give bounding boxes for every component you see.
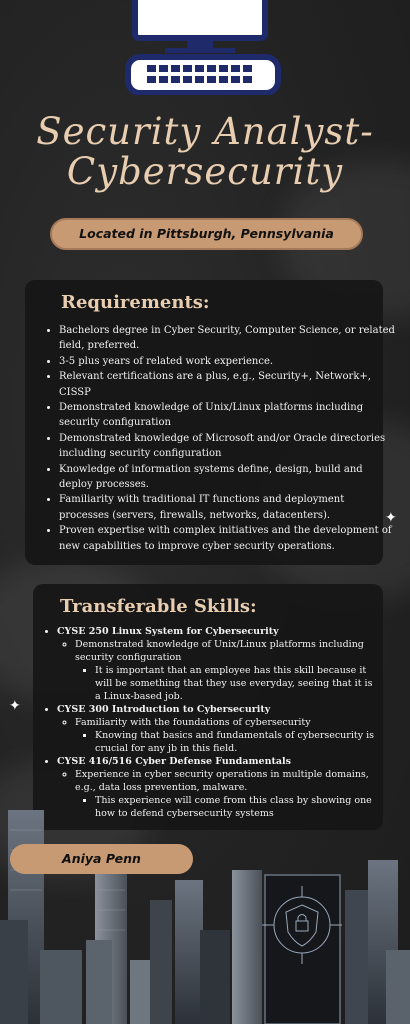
title-line-1: Security Analyst- xyxy=(36,110,374,153)
sparkle-icon: ✦ xyxy=(9,698,21,714)
requirements-card xyxy=(25,280,395,565)
page-title xyxy=(0,112,410,192)
skill-note: ▪ It is important that an employee has this skill because it will be something that they use everyday, seeing that it is a Linux-based job. xyxy=(95,664,379,703)
title-line-2: Cybersecurity xyxy=(66,150,344,193)
city-skyline-illustration xyxy=(0,800,410,1024)
list-item: • Proven expertise with complex initiatives and the development of new capabilities to improve cyber security operations. xyxy=(59,523,397,554)
sparkle-icon: ✦ xyxy=(385,510,397,526)
list-item: • Relevant certifications are a plus, e.g., Security+, Network+, CISSP xyxy=(59,369,397,400)
transferable-skills-card xyxy=(33,584,383,830)
list-item xyxy=(75,638,379,703)
list-item: • Bachelors degree in Cyber Security, Computer Science, or related field, preferred. xyxy=(59,323,397,354)
computer-monitor-icon xyxy=(125,0,285,95)
skills-heading: Transferable Skills: xyxy=(60,596,257,617)
list-item xyxy=(75,716,379,755)
course-name: CYSE 300 Introduction to Cybersecurity xyxy=(57,704,271,715)
author-name-badge: Aniya Penn xyxy=(10,844,193,874)
list-item: • Knowledge of information systems define, design, build and deploy processes. xyxy=(59,462,397,493)
course-name: CYSE 250 Linux System for Cybersecurity xyxy=(57,626,279,637)
skill-note: ▪ This experience will come from this class by showing one how to defend cybersecurity systems xyxy=(95,794,379,820)
skill-text: Experience in cyber security operations in multiple domains, e.g., data loss prevention, malware. xyxy=(75,769,369,793)
list-item: • Demonstrated knowledge of Microsoft and/or Oracle directories including security configuration xyxy=(59,431,397,462)
list-item: • Familiarity with traditional IT functions and deployment processes (servers, firewalls, networks, datacenters). xyxy=(59,492,397,523)
list-item: • 3-5 plus years of related work experience. xyxy=(59,354,397,369)
course-name: CYSE 416/516 Cyber Defense Fundamentals xyxy=(57,756,291,767)
keyboard-icon xyxy=(128,57,278,93)
skill-text: Familiarity with the foundations of cybersecurity xyxy=(75,717,311,728)
list-item xyxy=(57,703,379,755)
list-item xyxy=(57,625,379,703)
requirements-list xyxy=(43,323,397,554)
list-item: • Demonstrated knowledge of Unix/Linux platforms including security configuration xyxy=(59,400,397,431)
requirements-heading: Requirements: xyxy=(61,292,210,313)
location-badge: Located in Pittsburgh, Pennsylvania xyxy=(50,218,363,250)
skill-note: ▪ Knowing that basics and fundamentals of cybersecurity is crucial for any jb in this field. xyxy=(95,729,379,755)
skills-list xyxy=(41,625,379,820)
skill-text: Demonstrated knowledge of Unix/Linux platforms including security configuration xyxy=(75,639,364,663)
